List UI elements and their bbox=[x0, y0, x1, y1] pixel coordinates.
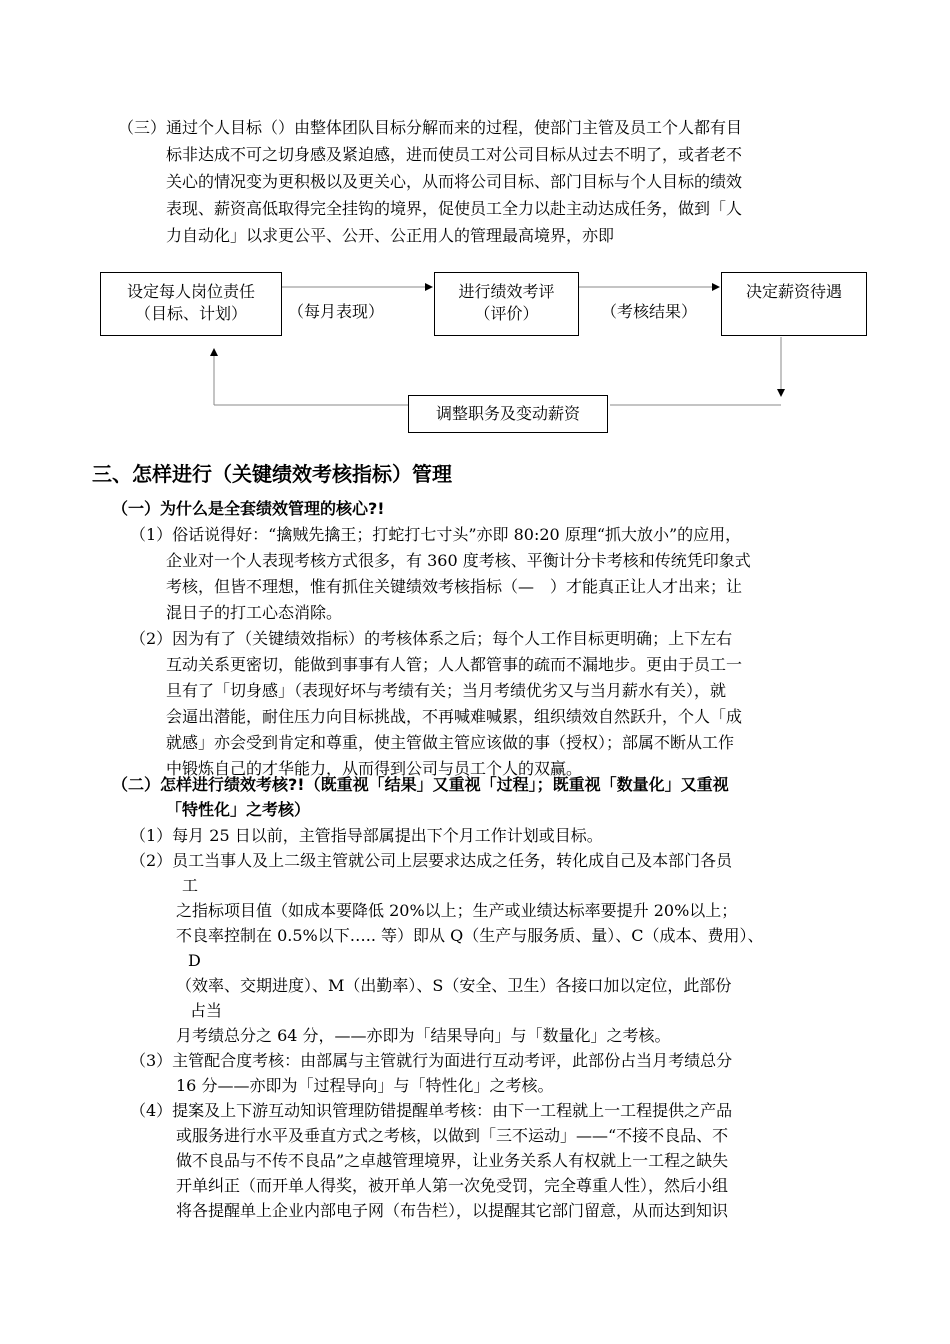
sub1-p1-line-1: （1）俗话说得好：“擒贼先擒王；打蛇打七寸头”亦即 80:20 原理“抓大放小”的应用， bbox=[130, 525, 742, 544]
flow-box3-line1: 决定薪资待遇 bbox=[745, 282, 842, 301]
sub1-p2-line-3: 旦有了「切身感」（表现好坏与考绩有关；当月考绩优劣又与当月薪水有关），就 bbox=[166, 681, 727, 700]
sub2-p3-line-2: 16 分——亦即为「过程导向」与「特性化」之考核。 bbox=[176, 1076, 554, 1095]
flow-box2-line2: （评价） bbox=[474, 304, 539, 323]
sub1-p2-line-6: 中锻炼自己的才华能力，从而得到公司与员工个人的双赢。 bbox=[166, 759, 583, 778]
flow-box2-line1: 进行绩效考评 bbox=[458, 282, 555, 301]
sub1-title: （一）为什么是全套绩效管理的核心?! bbox=[112, 499, 385, 518]
intro-line-5: 力自动化」以求更公平、公开、公正用人的管理最高境界，亦即 bbox=[166, 226, 615, 245]
sub2-title-line-2: 「特性化」之考核） bbox=[166, 800, 311, 819]
sub1-p1-line-2: 企业对一个人表现考核方式很多，有 360 度考核、平衡计分卡考核和传统凭印象式 bbox=[166, 551, 751, 570]
intro-line-2: 标非达成不可之切身感及紧迫感，进而使员工对公司目标从过去不明了，或者老不 bbox=[166, 145, 743, 164]
intro-line-1: （三）通过个人目标（）由整体团队目标分解而来的过程，使部门主管及员工个人都有目 bbox=[118, 118, 743, 137]
sub2-p2-line-2: 工 bbox=[182, 876, 199, 895]
flow-box-evaluation bbox=[434, 272, 579, 336]
sub2-p2-line-4: 不良率控制在 0.5%以下….. 等）即从 Q（生产与服务质、量）、C（成本、费用）、 bbox=[176, 926, 764, 945]
sub2-p3-line-1: （3）主管配合度考核：由部属与主管就行为面进行互动考评，此部份占当月考绩总分 bbox=[130, 1051, 733, 1070]
sub2-p2-line-6: （效率、交期进度）、M（出勤率）、S（安全、卫生）各接口加以定位，此部份 bbox=[176, 976, 732, 995]
sub1-p2-line-2: 互动关系更密切，能做到事事有人管；人人都管事的疏而不漏地步。更由于员工一 bbox=[166, 655, 743, 674]
flow-label-result: （考核结果） bbox=[601, 302, 698, 321]
flow-diagram bbox=[0, 0, 950, 440]
flow-box-set-responsibility bbox=[100, 272, 282, 336]
sub2-p2-line-3: 之指标项目值（如成本要降低 20%以上；生产或业绩达标率要提升 20%以上； bbox=[176, 901, 738, 920]
sub1-p1-line-4: 混日子的打工心态消除。 bbox=[166, 603, 343, 622]
sub1-p1-line-3: 考核，但皆不理想，惟有抓住关键绩效考核指标（— ）才能真正让人才出来；让 bbox=[166, 577, 743, 596]
sub2-p4-line-4: 开单纠正（而开单人得奖，被开单人第一次免受罚，完全尊重人性），然后小组 bbox=[176, 1176, 729, 1195]
sub1-p2-line-4: 会逼出潜能，耐住压力向目标挑战，不再喊难喊累，组织绩效自然跃升，个人「成 bbox=[166, 707, 743, 726]
flow-box-adjust bbox=[408, 395, 608, 433]
flow-box-salary bbox=[721, 272, 867, 336]
sub2-p2-line-8: 月考绩总分之 64 分，——亦即为「结果导向」与「数量化」之考核。 bbox=[176, 1026, 671, 1045]
sub2-p4-line-3: 做不良品与不传不良品”之卓越管理境界，让业务关系人有权就上一工程之缺失 bbox=[176, 1151, 729, 1170]
sub2-p4-line-2: 或服务进行水平及垂直方式之考核，以做到「三不运动」——“不接不良品、不 bbox=[176, 1126, 729, 1145]
sub2-p1: （1）每月 25 日以前，主管指导部属提出下个月工作计划或目标。 bbox=[130, 826, 603, 845]
flow-box4-line1: 调整职务及变动薪资 bbox=[435, 404, 580, 423]
sub2-p2-line-5: D bbox=[188, 951, 201, 970]
section-title: 三、怎样进行（关键绩效考核指标）管理 bbox=[92, 462, 452, 486]
intro-line-4: 表现、薪资高低取得完全挂钩的境界，促使员工全力以赴主动达成任务，做到「人 bbox=[166, 199, 743, 218]
flow-label-monthly: （每月表现） bbox=[288, 302, 385, 321]
sub2-p2-line-1: （2）员工当事人及上二级主管就公司上层要求达成之任务，转化成自己及本部门各员 bbox=[130, 851, 733, 870]
sub2-p2-line-7: 占当 bbox=[190, 1001, 223, 1020]
sub2-title-line-1: （二）怎样进行绩效考核?!（既重视「结果」又重视「过程」；既重视「数量化」又重视 bbox=[112, 775, 729, 794]
sub2-p4-line-1: （4）提案及上下游互动知识管理防错提醒单考核：由下一工程就上一工程提供之产品 bbox=[130, 1101, 733, 1120]
flow-box1-line2: （目标、计划） bbox=[134, 304, 247, 323]
sub1-p2-line-5: 就感」亦会受到肯定和尊重，使主管做主管应该做的事（授权）；部属不断从工作 bbox=[166, 733, 735, 752]
intro-line-3: 关心的情况变为更积极以及更关心，从而将公司目标、部门目标与个人目标的绩效 bbox=[166, 172, 743, 191]
sub2-p4-line-5: 将各提醒单上企业内部电子网（布告栏），以提醒其它部门留意，从而达到知识 bbox=[176, 1201, 729, 1220]
sub1-p2-line-1: （2）因为有了（关键绩效指标）的考核体系之后；每个人工作目标更明确；上下左右 bbox=[130, 629, 733, 648]
flow-box1-line1: 设定每人岗位责任 bbox=[126, 282, 255, 301]
